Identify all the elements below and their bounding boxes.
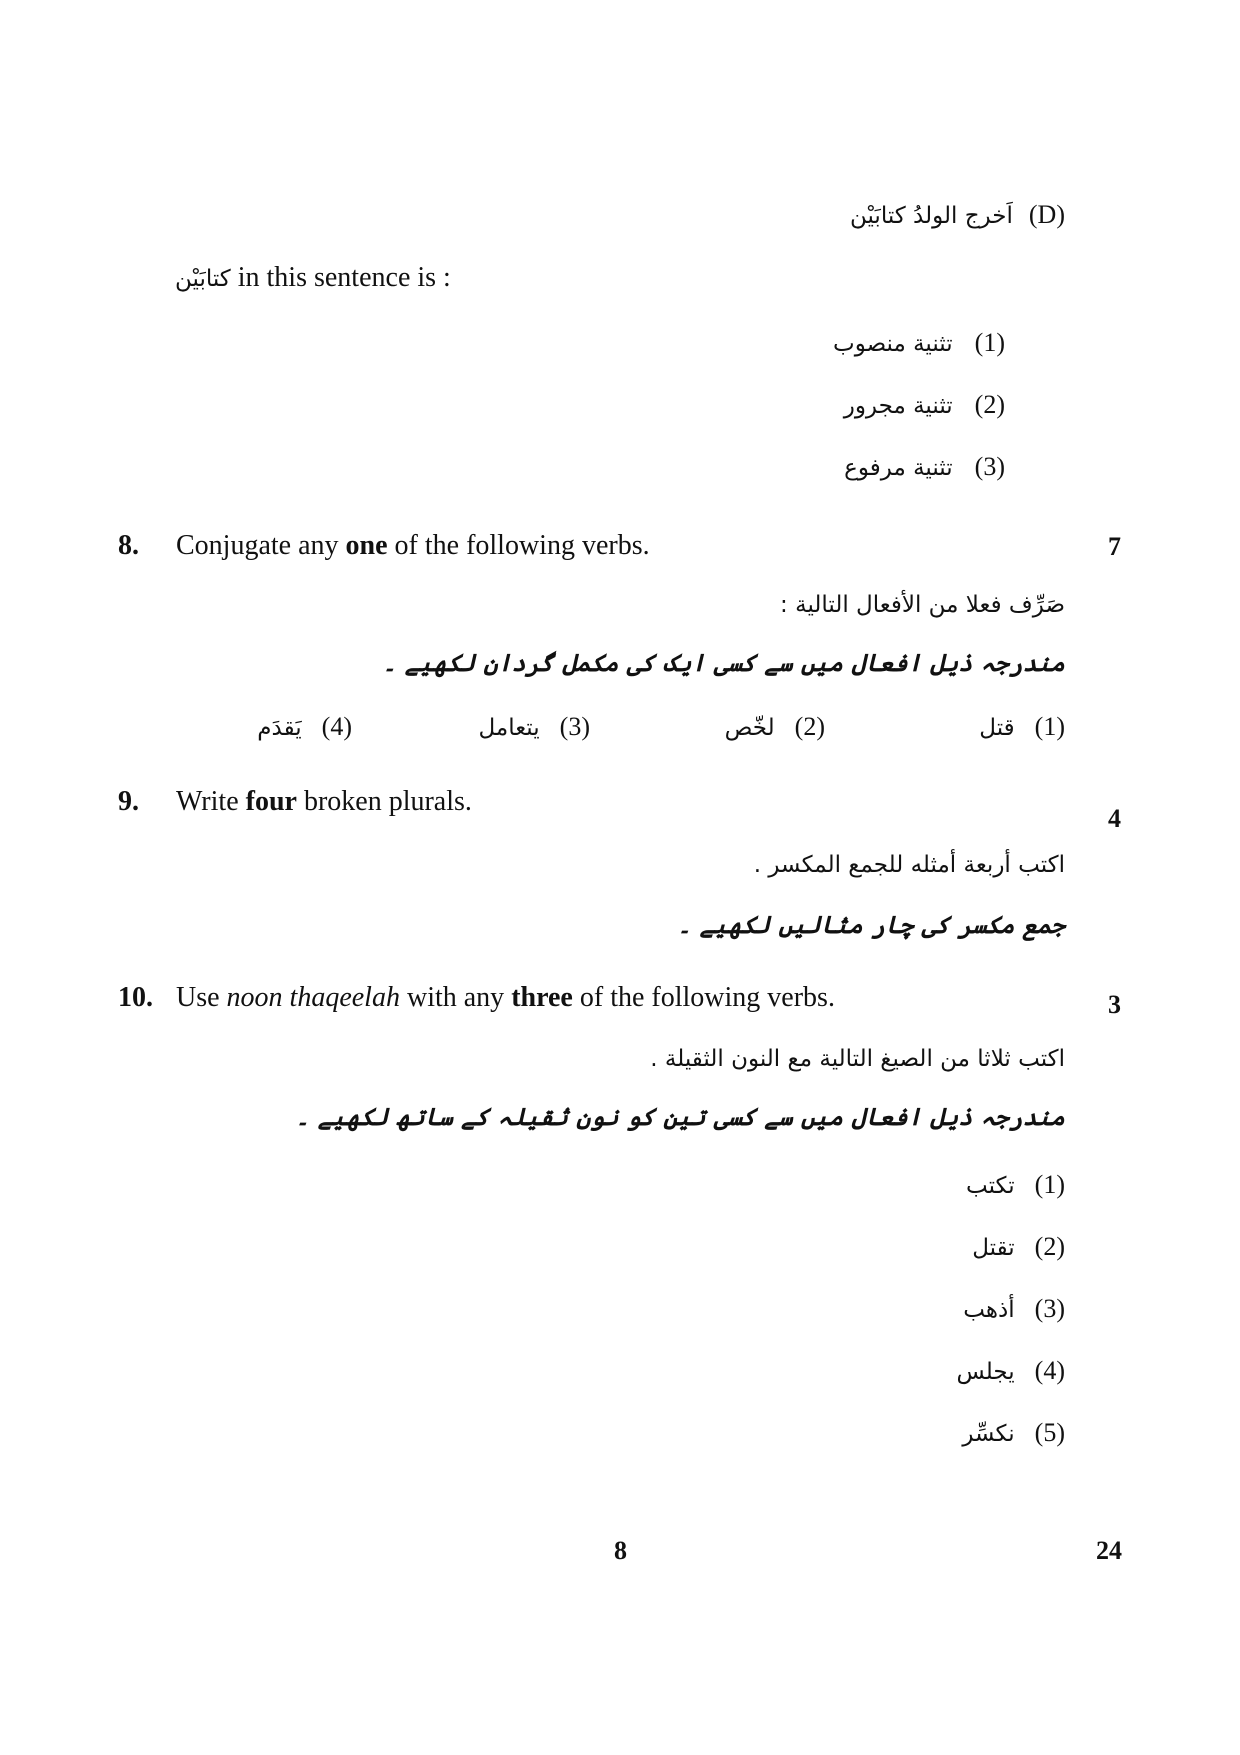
option-text: قتل bbox=[979, 715, 1015, 741]
option-number: (3) bbox=[1034, 1294, 1065, 1323]
choice-number: (1) bbox=[974, 328, 1005, 357]
option-d bbox=[850, 200, 1065, 230]
q8-keyword: one bbox=[345, 530, 388, 561]
q10-option-4 bbox=[956, 1356, 1065, 1386]
stem-arabic-word: كتابَيْن bbox=[175, 266, 231, 292]
choice-number: (2) bbox=[974, 390, 1005, 419]
q10-text-after: of the following verbs. bbox=[579, 982, 835, 1013]
option-text: أذهب bbox=[963, 1297, 1015, 1323]
q10-option-5 bbox=[962, 1418, 1065, 1448]
option-number: (5) bbox=[1034, 1418, 1065, 1447]
question-9-arabic: اكتب أربعة أمثله للجمع المكسر . bbox=[753, 852, 1065, 878]
option-text: يَقدَم bbox=[257, 715, 302, 741]
option-text: يجلس bbox=[956, 1359, 1015, 1385]
choice-text: تثنية مجرور bbox=[843, 393, 953, 419]
q10-text-mid: with any bbox=[406, 982, 505, 1013]
choice-1 bbox=[833, 328, 1005, 358]
q10-keyword: three bbox=[511, 982, 573, 1013]
question-10-urdu: مندرجہ ذیل افعال میں سے کسی تین کو نون ثقیلہ کے ساتھ لکھیے ۔ bbox=[295, 1102, 1065, 1131]
choice-text: تثنية منصوب bbox=[833, 331, 953, 357]
option-number: (4) bbox=[1034, 1356, 1065, 1385]
option-d-text: اَخرج الولدُ كتابَيْن bbox=[849, 203, 1013, 229]
q8-option-3 bbox=[478, 712, 590, 742]
q10-italic-term: noon thaqeelah bbox=[226, 982, 400, 1013]
option-d-label: (D) bbox=[1028, 200, 1065, 229]
question-8-arabic: صَرِّف فعلا من الأفعال التالية : bbox=[780, 592, 1065, 618]
choice-2 bbox=[844, 390, 1005, 420]
question-10-marks: 3 bbox=[1108, 990, 1121, 1019]
option-text: تقتل bbox=[972, 1235, 1015, 1261]
stem-line bbox=[175, 262, 451, 294]
q8-text-before: Conjugate any bbox=[176, 530, 339, 561]
option-text: لخّص bbox=[724, 715, 775, 741]
option-text: تكتب bbox=[966, 1173, 1015, 1199]
q10-text-before: Use bbox=[176, 982, 220, 1013]
option-text: نكسِّر bbox=[962, 1421, 1015, 1447]
question-8-text bbox=[176, 530, 650, 562]
choice-number: (3) bbox=[974, 452, 1005, 481]
q10-option-2 bbox=[972, 1232, 1065, 1262]
q9-keyword: four bbox=[245, 786, 297, 817]
question-10-arabic: اكتب ثلاثا من الصيغ التالية مع النون الثقيلة . bbox=[650, 1046, 1065, 1072]
question-8-urdu: مندرجہ ذیل افعال میں سے کسی ایک کی مکمل گردان لکھیے ۔ bbox=[382, 648, 1065, 677]
question-9-number: 9. bbox=[118, 786, 139, 817]
option-text: يتعامل bbox=[478, 715, 540, 741]
question-9-marks: 4 bbox=[1108, 804, 1121, 833]
q8-option-4 bbox=[257, 712, 352, 742]
q10-option-3 bbox=[963, 1294, 1065, 1324]
q9-text-after: broken plurals. bbox=[303, 786, 472, 817]
page-code: 24 bbox=[1096, 1536, 1122, 1565]
option-number: (3) bbox=[559, 712, 590, 741]
choice-3 bbox=[844, 452, 1005, 482]
option-number: (2) bbox=[794, 712, 825, 741]
q10-option-1 bbox=[966, 1170, 1065, 1200]
page-number: 8 bbox=[614, 1536, 627, 1565]
option-number: (4) bbox=[321, 712, 352, 741]
option-number: (1) bbox=[1034, 712, 1065, 741]
q9-text-before: Write bbox=[176, 786, 239, 817]
q8-text-after: of the following verbs. bbox=[394, 530, 650, 561]
q8-option-2 bbox=[725, 712, 825, 742]
question-10-text bbox=[176, 982, 835, 1014]
question-10-number: 10. bbox=[118, 982, 153, 1013]
question-9-urdu: جمع مکسر کی چار مثالیں لکھیے ۔ bbox=[677, 910, 1065, 939]
question-8-number: 8. bbox=[118, 530, 139, 561]
choice-text: تثنية مرفوع bbox=[844, 455, 953, 481]
question-8-marks: 7 bbox=[1108, 532, 1121, 561]
stem-text: in this sentence is : bbox=[237, 262, 451, 293]
option-number: (2) bbox=[1034, 1232, 1065, 1261]
q8-option-1 bbox=[979, 712, 1065, 742]
question-9-text bbox=[176, 786, 472, 818]
option-number: (1) bbox=[1034, 1170, 1065, 1199]
